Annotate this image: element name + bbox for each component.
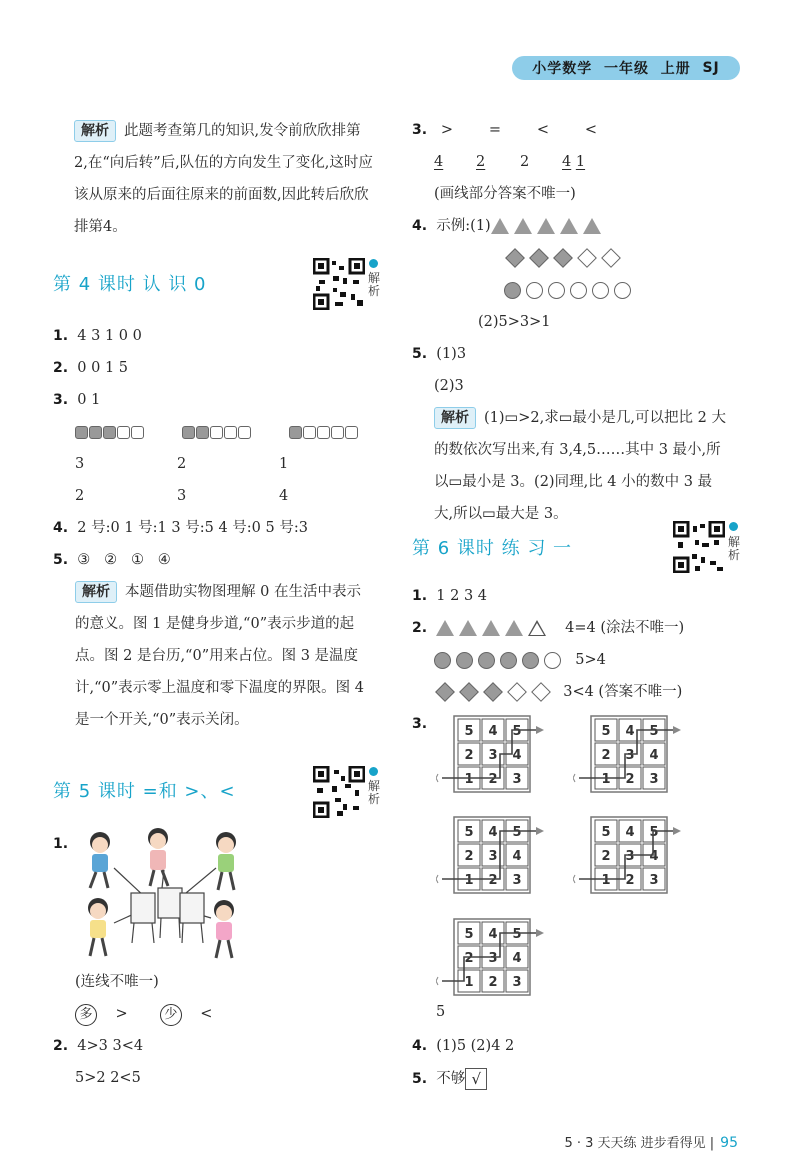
- grid-cell-number: 5: [464, 927, 474, 942]
- qr-code-lesson-4[interactable]: [313, 258, 365, 310]
- l5-q2: 2. 4>3 3<4: [53, 1038, 144, 1054]
- circle-shaded-icon: [456, 652, 473, 669]
- grid-cell-number: 5: [512, 724, 522, 739]
- diamond-outline-icon: [507, 682, 527, 702]
- l5-q1-note: (连线不唯一): [75, 974, 159, 990]
- circle-shaded-icon: [478, 652, 495, 669]
- grid-cell-number: 2: [601, 748, 611, 763]
- diamond-outline-icon: [601, 248, 621, 268]
- circle-outline-icon: [570, 282, 587, 299]
- grid-cell-number: 4: [512, 849, 522, 864]
- path-grid: [573, 714, 683, 802]
- diamond-shaded-icon: [435, 682, 455, 702]
- r-q4: 4. 示例:(1): [412, 210, 742, 242]
- grid-cell-number: 4: [488, 825, 498, 840]
- grid-cell-number: 4: [625, 825, 635, 840]
- check-box: √: [465, 1068, 487, 1090]
- r-q4-part2: (2)5>3>1: [478, 314, 551, 330]
- l5-q1-num: 1.: [53, 836, 69, 852]
- triangle-shaded-icon: [560, 218, 578, 234]
- grid-cell-number: 5: [649, 724, 659, 739]
- diamond-outline-icon: [531, 682, 551, 702]
- l6-q3-answer: 5: [436, 1004, 446, 1020]
- l4-q3: 3. 0 1: [53, 392, 101, 408]
- l6-q2-r1: 2. 4=4 (涂法不唯一): [412, 620, 685, 636]
- header-subject: 小学数学: [532, 61, 593, 77]
- header-grade: 一年级: [603, 61, 649, 77]
- lesson-5-title: 第 5 课时 =和 >、<: [53, 781, 236, 802]
- qr-label: 解析: [367, 779, 380, 806]
- qr-code-lesson-5[interactable]: [313, 766, 365, 818]
- circle-shaded-icon: [504, 282, 521, 299]
- grid-cell-number: 1: [464, 873, 474, 888]
- grid-cell-number: 3: [512, 772, 522, 787]
- grid-cell-number: 2: [601, 849, 611, 864]
- play-icon: [369, 767, 378, 776]
- grid-cell-number: 3: [649, 772, 659, 787]
- qr-label: 解析: [727, 535, 740, 562]
- left-column: [74, 115, 374, 243]
- grid-cell-number: 2: [464, 849, 474, 864]
- l4-q3-squares: [53, 416, 383, 448]
- analysis-tag: 解析: [75, 581, 117, 603]
- l4-q3-row1: 3 2 1: [75, 456, 289, 472]
- grid-cell-number: 1: [601, 873, 611, 888]
- r-q3-note: (画线部分答案不唯一): [434, 186, 576, 202]
- grid-svg: [573, 714, 683, 798]
- exit-arrow-icon: [536, 827, 544, 835]
- grid-cell-number: 1: [464, 975, 474, 990]
- l6-q2-r2: 5>4: [412, 644, 752, 676]
- diamond-shaded-icon: [553, 248, 573, 268]
- triangle-outline-icon: [528, 620, 546, 636]
- grid-cell-number: 4: [512, 748, 522, 763]
- analysis-tag: 解析: [74, 120, 116, 142]
- exit-arrow-icon: [536, 929, 544, 937]
- grid-cell-number: 3: [488, 849, 498, 864]
- grid-svg: [436, 917, 546, 1001]
- analysis-tag: 解析: [434, 407, 476, 429]
- children-chairs-illustration: [76, 828, 266, 963]
- r-q4-circles: [412, 274, 742, 306]
- l6-q1: 1. 1 2 3 4: [412, 588, 488, 604]
- page-number: 95: [720, 1135, 738, 1151]
- grid-cell-number: 2: [488, 975, 498, 990]
- r-q5: 5. (1)3: [412, 346, 467, 362]
- header-volume: 上册: [660, 61, 691, 77]
- grid-cell-number: 4: [625, 724, 635, 739]
- diamond-outline-icon: [577, 248, 597, 268]
- entry-arrow-icon: [436, 774, 438, 782]
- l4-analysis: 解析 本题借助实物图理解 0 在生活中表示的意义。图 1 是健身步道,“0”表示步道的起点。图 2 是台历,“0”用来占位。图 3 是温度计,“0”表示零上温度和零下温度的界限。图 4 是一个开关,“0”表示关闭。: [53, 576, 375, 736]
- l4-q1: 1. 4 3 1 0 0: [53, 328, 142, 344]
- diamond-shaded-icon: [459, 682, 479, 702]
- grid-cell-number: 3: [512, 873, 522, 888]
- grid-cell-number: 4: [649, 849, 659, 864]
- grid-cell-number: 4: [649, 748, 659, 763]
- l5-q1-compare: 多 > 少 <: [53, 998, 383, 1030]
- qr-label: 解析: [367, 271, 380, 298]
- exit-arrow-icon: [673, 827, 681, 835]
- grid-cell-number: 3: [488, 748, 498, 763]
- header-badge: [512, 56, 740, 80]
- grid-cell-number: 5: [464, 724, 474, 739]
- play-icon: [729, 522, 738, 531]
- l4-q3-row2: 2 3 4: [75, 488, 289, 504]
- grid-cell-number: 1: [601, 772, 611, 787]
- r-analysis: 解析 (1)▭>2,求▭最小是几,可以把比 2 大的数依次写出来,有 3,4,5……其中 3 最小,所以▭最小是 3。(2)同理,比 4 小的数中 3 最大,所以▭最大是 3。: [412, 402, 726, 530]
- grid-cell-number: 3: [625, 849, 635, 864]
- circle-shaded-icon: [500, 652, 517, 669]
- grid-cell-number: 4: [512, 951, 522, 966]
- r-q5-b: (2)3: [434, 378, 464, 394]
- grid-cell-number: 5: [601, 724, 611, 739]
- lesson-6-title: 第 6 课时 练 习 一: [412, 538, 573, 559]
- l6-q4: 4. (1)5 (2)4 2: [412, 1038, 515, 1054]
- exit-arrow-icon: [673, 726, 681, 734]
- triangle-shaded-icon: [583, 218, 601, 234]
- triangle-shaded-icon: [491, 218, 509, 234]
- grid-cell-number: 5: [464, 825, 474, 840]
- grid-cell-number: 3: [488, 951, 498, 966]
- path-grid: [573, 815, 683, 903]
- l6-q5: 5. 不够 √: [412, 1063, 487, 1095]
- grid-cell-number: 4: [488, 927, 498, 942]
- grid-svg: [436, 815, 546, 899]
- triangle-shaded-icon: [537, 218, 555, 234]
- triangle-shaded-icon: [436, 620, 454, 636]
- lesson-5-answers: [53, 966, 383, 1094]
- circle-outline-icon: [592, 282, 609, 299]
- grid-cell-number: 5: [649, 825, 659, 840]
- l5-q2-line2: 5>2 2<5: [75, 1070, 141, 1086]
- grid-cell-number: 2: [625, 772, 635, 787]
- diamond-shaded-icon: [505, 248, 525, 268]
- grid-cell-number: 5: [512, 825, 522, 840]
- diamond-shaded-icon: [483, 682, 503, 702]
- grid-cell-number: 2: [488, 772, 498, 787]
- triangle-shaded-icon: [514, 218, 532, 234]
- circle-shaded-icon: [522, 652, 539, 669]
- qr-code-lesson-6[interactable]: [673, 521, 725, 573]
- circle-outline-icon: [526, 282, 543, 299]
- r-q4-diamonds: [412, 242, 742, 274]
- grid-cell-number: 3: [512, 975, 522, 990]
- analysis-text: 此题考查第几的知识,发令前欣欣排第2,在“向后转”后,队伍的方向发生了变化,这时应该从原来的后面往原来的前面数,因此转后欣欣排第4。: [74, 123, 373, 235]
- footer-brand: 5 · 3 天天练 进步看得见 |: [564, 1136, 715, 1151]
- entry-arrow-icon: [436, 977, 438, 985]
- grid-cell-number: 3: [625, 748, 635, 763]
- l6-q2-r3: 3<4 (答案不唯一): [412, 676, 752, 708]
- l6-q3-num: 3.: [412, 716, 428, 732]
- path-grid: [436, 714, 546, 802]
- triangle-shaded-icon: [459, 620, 477, 636]
- entry-arrow-icon: [573, 875, 575, 883]
- grid-svg: [573, 815, 683, 899]
- grid-cell-number: 1: [464, 772, 474, 787]
- grid-cell-number: 5: [512, 927, 522, 942]
- r-q3-nums: 4 2 2 4 1: [434, 154, 586, 170]
- lesson-4-answers: [53, 320, 383, 736]
- circle-outline-icon: [548, 282, 565, 299]
- grid-cell-number: 5: [601, 825, 611, 840]
- lesson-4-title: 第 4 课时 认 识 0: [53, 274, 207, 295]
- analysis-block-1: [74, 115, 374, 243]
- circle-shaded-icon: [434, 652, 451, 669]
- grid-cell-number: 3: [649, 873, 659, 888]
- entry-arrow-icon: [436, 875, 438, 883]
- triangle-shaded-icon: [482, 620, 500, 636]
- grid-cell-number: 2: [488, 873, 498, 888]
- l4-q5: 5. ③ ② ① ④: [53, 552, 171, 568]
- diamond-shaded-icon: [529, 248, 549, 268]
- footer: [564, 1132, 738, 1151]
- r-q3-symbols: 3. > = < <: [412, 122, 598, 138]
- grid-cell-number: 2: [625, 873, 635, 888]
- circle-outline-icon: [544, 652, 561, 669]
- exit-arrow-icon: [536, 726, 544, 734]
- l4-q2: 2. 0 0 1 5: [53, 360, 129, 376]
- triangle-shaded-icon: [505, 620, 523, 636]
- circle-outline-icon: [614, 282, 631, 299]
- l4-q4: 4. 2 号:0 1 号:1 3 号:5 4 号:0 5 号:3: [53, 520, 308, 536]
- path-grid: [436, 917, 546, 1005]
- grid-svg: [436, 714, 546, 798]
- grid-cell-number: 4: [488, 724, 498, 739]
- header-edition: SJ: [702, 60, 720, 76]
- grid-cell-number: 2: [464, 748, 474, 763]
- play-icon: [369, 259, 378, 268]
- entry-arrow-icon: [573, 774, 575, 782]
- right-column-top: [412, 114, 742, 530]
- grid-cell-number: 2: [464, 951, 474, 966]
- path-grid: [436, 815, 546, 903]
